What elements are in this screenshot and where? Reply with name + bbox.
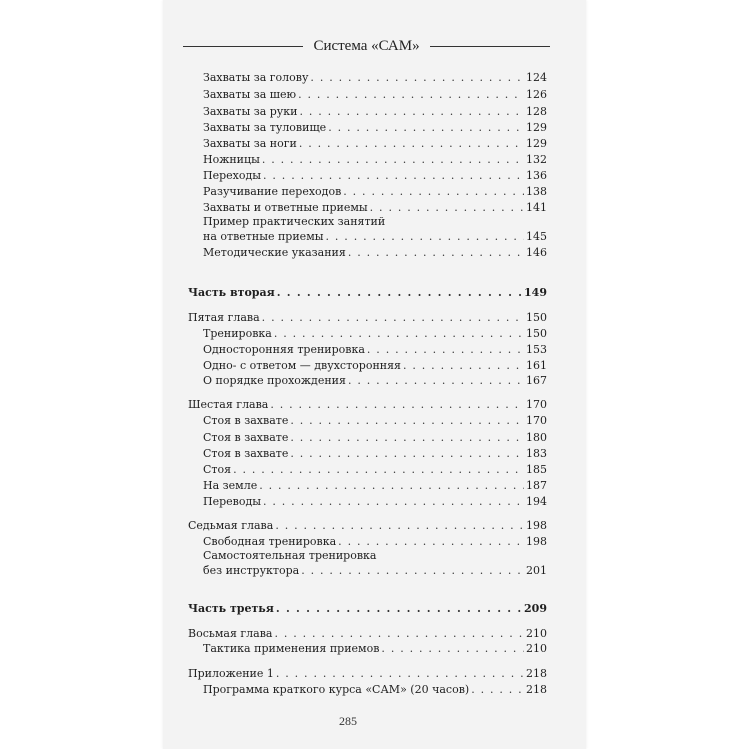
header-title: Система «САМ» (313, 37, 420, 54)
toc-entry: Программа краткого курса «САМ» (20 часов) . . . 218 (203, 682, 547, 697)
toc-entry: Захваты за ноги . . . 129 (203, 136, 547, 151)
toc-entry: Переводы . . . 194 (203, 494, 547, 509)
toc-entry: На земле . . . 187 (203, 478, 547, 493)
toc-entry-line1: Самостоятельная тренировка (203, 549, 377, 562)
toc-part-heading: Часть третья . . . 209 (188, 601, 547, 616)
toc-entry: Методические указания . . . 146 (203, 245, 547, 260)
toc-entry-line1: Пример практических занятий (203, 215, 386, 228)
toc-entry: без инструктора . . . 201 (203, 563, 547, 578)
toc-entry: Захваты за туловище . . . 129 (203, 120, 547, 135)
toc-entry: Тренировка . . . 150 (203, 326, 547, 341)
toc-entry: Стоя в захвате . . . 180 (203, 430, 547, 445)
toc-entry: Захваты за руки . . . 128 (203, 104, 547, 119)
toc-entry: Разучивание переходов . . . 138 (203, 184, 547, 199)
toc-entry: Стоя в захвате . . . 170 (203, 413, 547, 428)
toc-chapter: Седьмая глава . . . 198 (188, 518, 547, 533)
toc-part-heading: Часть вторая . . . 149 (188, 285, 547, 300)
toc-entry: Ножницы . . . 132 (203, 152, 547, 167)
page-number: 285 (339, 714, 357, 728)
toc-entry: Тактика применения приемов . . . 210 (203, 641, 547, 656)
toc-entry: Односторонняя тренировка . . . 153 (203, 342, 547, 357)
toc-entry: Захваты за шею . . . 126 (203, 87, 547, 102)
toc-entry: Одно- с ответом — двухсторонняя . . . 161 (203, 358, 547, 373)
toc-chapter: Восьмая глава . . . 210 (188, 626, 547, 641)
toc-entry: Захваты за голову . . . 124 (203, 70, 547, 85)
toc-entry: Стоя в захвате . . . 183 (203, 446, 547, 461)
toc-chapter: Шестая глава . . . 170 (188, 397, 547, 412)
toc-chapter: Пятая глава . . . 150 (188, 310, 547, 325)
toc-entry: Переходы . . . 136 (203, 168, 547, 183)
toc-entry: на ответные приемы . . . 145 (203, 229, 547, 244)
table-of-contents (163, 0, 586, 749)
toc-entry: Захваты и ответные приемы . . . 141 (203, 200, 547, 215)
toc-entry: Свободная тренировка . . . 198 (203, 534, 547, 549)
toc-entry: Стоя . . . 185 (203, 462, 547, 477)
toc-chapter: Приложение 1 . . . 218 (188, 666, 547, 681)
book-page (163, 0, 586, 749)
toc-entry: О порядке прохождения . . . 167 (203, 373, 547, 388)
